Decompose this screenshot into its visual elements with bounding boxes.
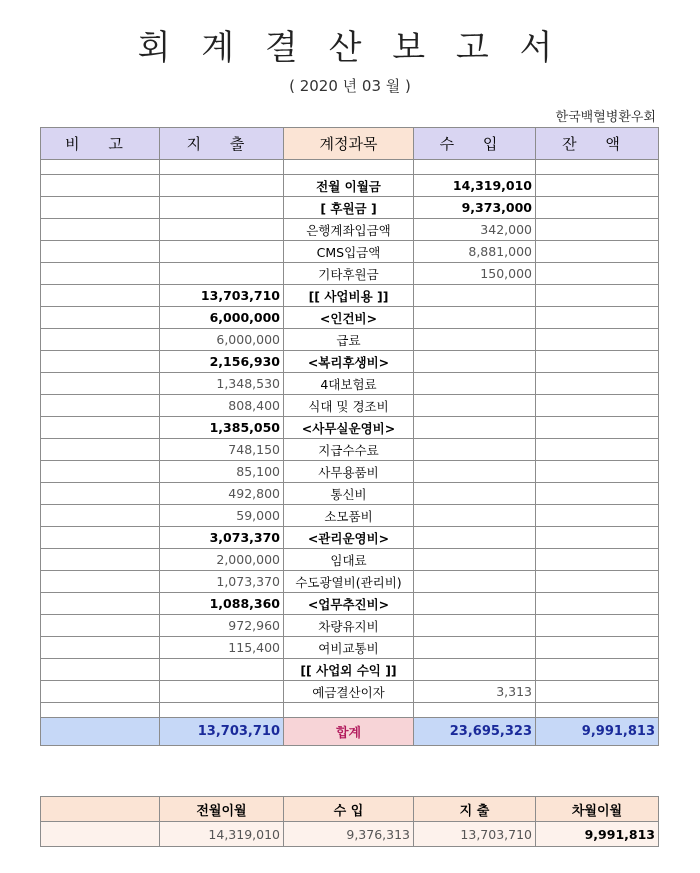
ledger-row — [41, 637, 659, 659]
income-cell — [414, 549, 536, 571]
balance-cell — [536, 681, 659, 703]
income-cell: 9,373,000 — [414, 197, 536, 219]
balance-cell — [536, 549, 659, 571]
note-cell — [41, 263, 160, 285]
account-cell: CMS입금액 — [284, 241, 414, 263]
note-cell — [41, 593, 160, 615]
note-cell — [41, 527, 160, 549]
ledger-row — [41, 373, 659, 395]
expense-cell: 492,800 — [160, 483, 284, 505]
report-period: ( 2020 년 03 월 ) — [289, 77, 411, 95]
ledger-header-row — [41, 128, 659, 160]
expense-cell — [160, 219, 284, 241]
balance-cell — [536, 571, 659, 593]
ledger-row — [41, 219, 659, 241]
expense-cell: 85,100 — [160, 461, 284, 483]
balance-cell — [536, 461, 659, 483]
expense-cell: 3,073,370 — [160, 527, 284, 549]
expense-cell: 972,960 — [160, 615, 284, 637]
total-row — [41, 718, 659, 746]
note-cell — [41, 307, 160, 329]
ledger-row — [41, 329, 659, 351]
account-cell: 소모품비 — [284, 505, 414, 527]
income-cell — [414, 307, 536, 329]
account-cell: 통신비 — [284, 483, 414, 505]
ledger-row — [41, 483, 659, 505]
note-cell — [41, 417, 160, 439]
income-cell: 342,000 — [414, 219, 536, 241]
expense-cell: 6,000,000 — [160, 307, 284, 329]
summary-header-cell — [41, 797, 160, 822]
note-cell — [41, 505, 160, 527]
total-income: 23,695,323 — [414, 718, 536, 746]
balance-cell — [536, 329, 659, 351]
account-cell: 은행계좌입금액 — [284, 219, 414, 241]
balance-cell — [536, 439, 659, 461]
expense-cell: 13,703,710 — [160, 285, 284, 307]
expense-cell: 1,088,360 — [160, 593, 284, 615]
expense-cell — [160, 241, 284, 263]
total-label: 합계 — [284, 718, 414, 746]
empty-cell — [414, 703, 536, 718]
income-cell — [414, 527, 536, 549]
spacer-row — [41, 160, 659, 175]
income-cell: 3,313 — [414, 681, 536, 703]
balance-cell — [536, 285, 659, 307]
account-cell: 차량유지비 — [284, 615, 414, 637]
account-cell: <인건비> — [284, 307, 414, 329]
income-cell — [414, 659, 536, 681]
note-cell — [41, 395, 160, 417]
balance-cell — [536, 637, 659, 659]
note-cell — [41, 241, 160, 263]
income-cell: 14,319,010 — [414, 175, 536, 197]
account-cell: 수도광열비(관리비) — [284, 571, 414, 593]
empty-cell — [160, 703, 284, 718]
account-cell: 사무용품비 — [284, 461, 414, 483]
account-cell: <복리후생비> — [284, 351, 414, 373]
note-cell — [41, 351, 160, 373]
ledger-row — [41, 351, 659, 373]
note-cell — [41, 175, 160, 197]
summary-header-row — [41, 797, 659, 822]
summary-header-cell: 전월이월 — [160, 797, 284, 822]
summary-header-cell: 수 입 — [284, 797, 414, 822]
ledger-row — [41, 197, 659, 219]
expense-cell — [160, 659, 284, 681]
ledger-row — [41, 263, 659, 285]
income-cell — [414, 571, 536, 593]
income-cell — [414, 615, 536, 637]
ledger-row — [41, 241, 659, 263]
summary-value-cell: 13,703,710 — [414, 822, 536, 847]
ledger-row — [41, 461, 659, 483]
total-balance: 9,991,813 — [536, 718, 659, 746]
total-note-cell — [41, 718, 160, 746]
account-cell: 식대 및 경조비 — [284, 395, 414, 417]
summary-value-cell: 9,376,313 — [284, 822, 414, 847]
balance-cell — [536, 527, 659, 549]
income-cell — [414, 351, 536, 373]
report-title: 회 계 결 산 보 고 서 — [137, 28, 563, 68]
expense-cell — [160, 197, 284, 219]
ledger-row — [41, 593, 659, 615]
note-cell — [41, 439, 160, 461]
empty-cell — [536, 703, 659, 718]
expense-cell: 2,156,930 — [160, 351, 284, 373]
account-cell: [ 후원금 ] — [284, 197, 414, 219]
summary-value-cell: 9,991,813 — [536, 822, 659, 847]
header-income: 수 입 — [414, 128, 536, 160]
account-cell: 전월 이월금 — [284, 175, 414, 197]
balance-cell — [536, 219, 659, 241]
balance-cell — [536, 659, 659, 681]
ledger-row — [41, 659, 659, 681]
ledger-row — [41, 505, 659, 527]
balance-cell — [536, 395, 659, 417]
summary-header-cell: 차월이월 — [536, 797, 659, 822]
ledger-row — [41, 395, 659, 417]
note-cell — [41, 219, 160, 241]
income-cell — [414, 505, 536, 527]
ledger-row — [41, 681, 659, 703]
ledger-row — [41, 439, 659, 461]
account-cell: <업무추진비> — [284, 593, 414, 615]
expense-cell: 115,400 — [160, 637, 284, 659]
balance-cell — [536, 307, 659, 329]
expense-cell: 6,000,000 — [160, 329, 284, 351]
note-cell — [41, 571, 160, 593]
income-cell — [414, 395, 536, 417]
header-account: 계정과목 — [284, 128, 414, 160]
account-cell: 예금결산이자 — [284, 681, 414, 703]
balance-cell — [536, 351, 659, 373]
income-cell: 150,000 — [414, 263, 536, 285]
income-cell — [414, 483, 536, 505]
summary-header-cell: 지 출 — [414, 797, 536, 822]
total-expense: 13,703,710 — [160, 718, 284, 746]
account-cell: [[ 사업비용 ]] — [284, 285, 414, 307]
account-cell: [[ 사업외 수익 ]] — [284, 659, 414, 681]
expense-cell: 1,348,530 — [160, 373, 284, 395]
balance-cell — [536, 175, 659, 197]
balance-cell — [536, 241, 659, 263]
expense-cell — [160, 175, 284, 197]
expense-cell: 808,400 — [160, 395, 284, 417]
account-cell: 기타후원금 — [284, 263, 414, 285]
ledger-row — [41, 417, 659, 439]
organization-name: 한국백혈병환우회 — [555, 110, 656, 125]
income-cell — [414, 417, 536, 439]
account-cell: <사무실운영비> — [284, 417, 414, 439]
account-cell: 여비교통비 — [284, 637, 414, 659]
note-cell — [41, 285, 160, 307]
income-cell — [414, 373, 536, 395]
ledger-row — [41, 285, 659, 307]
ledger-row — [41, 527, 659, 549]
ledger-row — [41, 571, 659, 593]
balance-cell — [536, 373, 659, 395]
note-cell — [41, 681, 160, 703]
balance-cell — [536, 615, 659, 637]
ledger-row — [41, 549, 659, 571]
balance-cell — [536, 417, 659, 439]
ledger-row — [41, 615, 659, 637]
note-cell — [41, 659, 160, 681]
income-cell — [414, 637, 536, 659]
income-cell — [414, 461, 536, 483]
expense-cell: 1,073,370 — [160, 571, 284, 593]
income-cell: 8,881,000 — [414, 241, 536, 263]
empty-cell — [284, 703, 414, 718]
header-note: 비 고 — [41, 128, 160, 160]
balance-cell — [536, 505, 659, 527]
note-cell — [41, 483, 160, 505]
note-cell — [41, 549, 160, 571]
summary-value-row — [41, 822, 659, 847]
balance-cell — [536, 263, 659, 285]
empty-cell — [41, 703, 160, 718]
account-cell: 지급수수료 — [284, 439, 414, 461]
account-cell: <관리운영비> — [284, 527, 414, 549]
income-cell — [414, 593, 536, 615]
expense-cell: 59,000 — [160, 505, 284, 527]
expense-cell — [160, 263, 284, 285]
balance-cell — [536, 483, 659, 505]
note-cell — [41, 615, 160, 637]
note-cell — [41, 373, 160, 395]
ledger-table — [40, 127, 659, 746]
ledger-row — [41, 307, 659, 329]
header-balance: 잔 액 — [536, 128, 659, 160]
summary-value-cell — [41, 822, 160, 847]
account-cell: 4대보험료 — [284, 373, 414, 395]
note-cell — [41, 329, 160, 351]
note-cell — [41, 637, 160, 659]
ledger-row — [41, 175, 659, 197]
expense-cell: 2,000,000 — [160, 549, 284, 571]
expense-cell — [160, 681, 284, 703]
header-expense: 지 출 — [160, 128, 284, 160]
balance-cell — [536, 197, 659, 219]
account-cell: 임대료 — [284, 549, 414, 571]
expense-cell: 748,150 — [160, 439, 284, 461]
income-cell — [414, 285, 536, 307]
note-cell — [41, 197, 160, 219]
balance-cell — [536, 593, 659, 615]
spacer-row — [41, 703, 659, 718]
summary-table — [40, 796, 659, 847]
summary-value-cell: 14,319,010 — [160, 822, 284, 847]
note-cell — [41, 461, 160, 483]
income-cell — [414, 329, 536, 351]
account-cell: 급료 — [284, 329, 414, 351]
expense-cell: 1,385,050 — [160, 417, 284, 439]
income-cell — [414, 439, 536, 461]
